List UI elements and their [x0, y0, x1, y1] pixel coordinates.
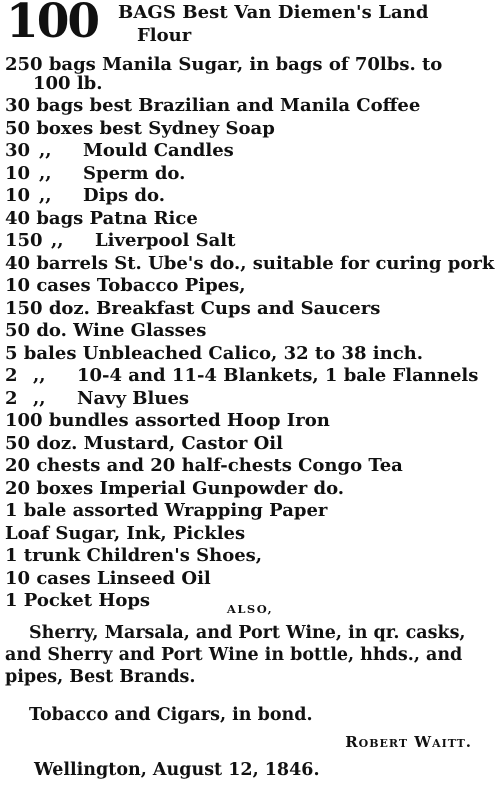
wine-paragraph: [5, 622, 497, 688]
list-item: [5, 140, 495, 163]
item-quantity: 10: [5, 162, 31, 184]
dateline: Wellington, August 12, 1846.: [34, 760, 320, 780]
wine-paragraph-line: Sherry, Marsala, and Port Wine, in qr. casks,: [29, 623, 466, 643]
list-item: 1 Pocket Hops: [5, 590, 151, 611]
wine-paragraph-line: pipes, Best Brands.: [5, 667, 196, 687]
list-item: 1 bale assorted Wrapping Paper: [5, 500, 328, 521]
list-item: [5, 163, 495, 186]
merchant-signature: Robert Waitt.: [345, 733, 472, 751]
item-description: 10-4 and 11-4 Blankets, 1 bale Flannels: [77, 365, 479, 386]
list-item: 40 bags Patna Rice: [5, 207, 198, 229]
tobacco-paragraph-line: Tobacco and Cigars, in bond.: [29, 705, 313, 725]
list-item: 40 barrels St. Ube's do., suitable for curing pork: [5, 252, 495, 274]
wine-paragraph-line: and Sherry and Port Wine in bottle, hhds., and: [5, 645, 463, 665]
ditto-mark: ,,: [33, 387, 46, 409]
item-quantity: 10: [5, 185, 31, 206]
headline-text: BAGS Best Van Diemen's Land: [118, 2, 429, 23]
item-description: Mould Candles: [83, 140, 234, 161]
list-item: 20 chests and 20 half-chests Congo Tea: [5, 455, 403, 476]
ditto-mark: ,,: [33, 365, 46, 386]
list-item: 30 bags best Brazilian and Manila Coffee: [5, 95, 421, 116]
also-heading: ALSO,: [226, 602, 274, 616]
advertisement-header: [6, 2, 496, 52]
tobacco-paragraph: [5, 704, 497, 726]
list-item: 150 doz. Breakfast Cups and Saucers: [5, 297, 381, 319]
list-item: 50 boxes best Sydney Soap: [5, 117, 275, 139]
list-item: 10 cases Tobacco Pipes,: [5, 275, 246, 296]
list-item: [5, 230, 495, 253]
item-description: Sperm do.: [83, 162, 186, 184]
item-description: Dips do.: [83, 185, 165, 206]
item-description: Liverpool Salt: [95, 230, 236, 251]
list-item: 20 boxes Imperial Gunpowder do.: [5, 477, 345, 499]
item-quantity: 30: [5, 140, 31, 161]
list-item: [5, 365, 495, 388]
list-item: 1 trunk Children's Shoes,: [5, 545, 263, 566]
ditto-mark: ,,: [39, 162, 52, 184]
list-item: 10 cases Linseed Oil: [5, 567, 211, 589]
list-item: 50 doz. Mustard, Castor Oil: [5, 432, 283, 454]
list-item: 50 do. Wine Glasses: [5, 320, 207, 341]
headline-continuation: Flour: [137, 25, 192, 46]
list-item-continuation: 100 lb.: [33, 72, 103, 94]
list-item: [5, 185, 495, 208]
ditto-mark: ,,: [51, 230, 64, 251]
list-item: 5 bales Unbleached Calico, 32 to 38 inch.: [5, 342, 424, 364]
item-quantity: 2: [5, 387, 18, 409]
goods-list: [5, 54, 495, 613]
item-quantity: 150: [5, 230, 43, 251]
list-item: Loaf Sugar, Ink, Pickles: [5, 522, 246, 544]
ditto-mark: ,,: [39, 140, 52, 161]
item-quantity: 2: [5, 365, 18, 386]
ditto-mark: ,,: [39, 185, 52, 206]
list-item: 100 bundles assorted Hoop Iron: [5, 410, 330, 431]
list-item: 250 bags Manila Sugar, in bags of 70lbs. to: [5, 54, 443, 75]
list-item: [5, 388, 495, 411]
item-description: Navy Blues: [77, 387, 190, 409]
headline-number: 100: [6, 0, 99, 49]
